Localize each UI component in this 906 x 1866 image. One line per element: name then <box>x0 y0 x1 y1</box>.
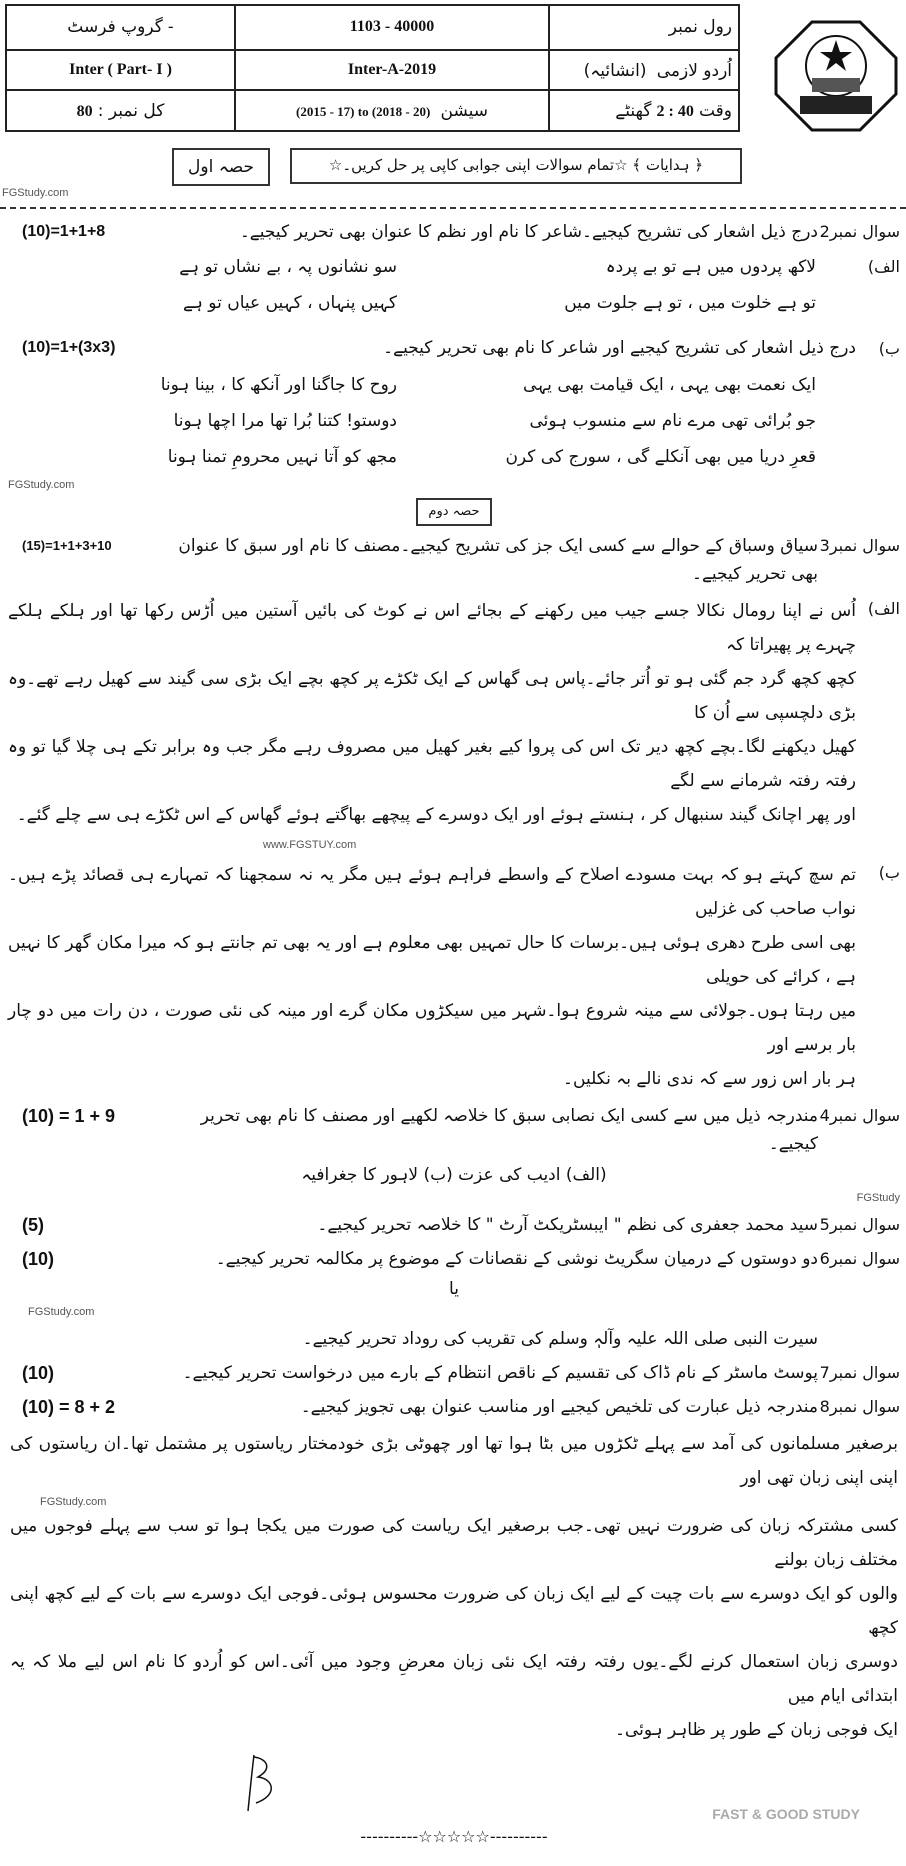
q8-marks: (10) = 8 + 2 <box>22 1397 116 1417</box>
q3-marks: (15)=1+1+3+10 <box>22 538 112 553</box>
q3a-label: الف) <box>867 599 900 618</box>
section2-label: حصہ دوم <box>416 498 491 526</box>
verse: قعرِ دریا میں بھی آنکلے گی ، سورج کی کرن <box>505 447 816 467</box>
paragraph-line: کسی مشترکہ زبان کی ضرورت نہیں تھی۔جب برصغیر ایک ریاست کی صورت میں یکجا ہوا تو سب سے پہلے فوجوں میں مختلف زبان بولنے <box>10 1516 898 1570</box>
group: گروپ فرسٹ <box>67 17 163 38</box>
q4-marks: (10) = 1 + 9 <box>22 1106 116 1126</box>
time: 2 : 40 <box>656 103 694 121</box>
paragraph-line: اُس نے اپنا رومال نکالا جسے جیب میں رکھنے کے بجائے اس نے کوٹ کی بائیں آستین میں اُڑس رکھا تھا اور ہلکے ہلکے چہرے پر پھیراتا کہ <box>8 601 856 655</box>
roll-no-label: رول نمبر <box>668 17 732 38</box>
q6-or: یا <box>449 1279 459 1299</box>
section2-box <box>8 498 900 526</box>
q2a-verses <box>8 252 856 318</box>
q2b-marks: (10)=1+(3x3) <box>22 339 116 356</box>
watermark-fast-good-study: FAST & GOOD STUDY <box>712 1806 860 1822</box>
watermark: FGStudy.com <box>2 187 69 199</box>
paragraph-line: اور پھر اچانک گیند سنبھال کر ، ہنستے ہوئے اور ایک دوسرے کے پیچھے بھاگتے ہوئے گھاس کے اس ٹکڑے ہی سے چلے گئے۔ <box>16 805 856 825</box>
instructions-box <box>290 148 742 184</box>
verse: تو ہے خلوت میں ، تو ہے جلوت میں <box>564 293 816 313</box>
footer-stars: ----------☆☆☆☆☆---------- <box>360 1827 548 1846</box>
q8-label: سوال نمبر8 <box>819 1397 900 1416</box>
paragraph-line: برصغیر مسلمانوں کی آمد سے پہلے ٹکڑوں میں بٹا ہوا تھا اور چھوٹی بڑی خودمختار ریاستوں پر مشتمل تھا۔ان ریاستوں کی اپنی اپنی زبان تھی اور <box>10 1434 898 1488</box>
paragraph-line: میں رہتا ہوں۔جولائی سے مینہ شروع ہوا۔شہر میں سیکڑوں مکان گرے اور مینہ کی نئی صورت ، دن رات میں دو چار بار برسے اور <box>8 1001 856 1055</box>
class: Inter ( Part- I ) <box>6 50 235 91</box>
q7-label: سوال نمبر7 <box>819 1363 900 1382</box>
q5-label: سوال نمبر5 <box>819 1215 900 1234</box>
time-unit: گھنٹے <box>615 101 652 122</box>
q2 <box>8 218 900 246</box>
q3b <box>8 858 900 1096</box>
section1-box <box>172 148 270 186</box>
section1-label: حصہ اول <box>188 157 254 177</box>
paper-type: (انشائیہ) <box>583 60 647 81</box>
q6-alternative: سیرت النبی صلی اللہ علیہ وآلہٖ وسلم کی تقریب کی روداد تحریر کیجیے۔ <box>302 1329 818 1349</box>
time-label: وقت <box>698 101 732 122</box>
verse: روح کا جاگنا اور آنکھ کا ، بینا ہونا <box>160 375 397 395</box>
q3a-paragraph <box>8 594 856 832</box>
verse: کہیں پنہاں ، کہیں عیاں تو ہے <box>182 293 397 313</box>
signature <box>238 1751 288 1821</box>
q7-marks: (10) <box>22 1363 55 1383</box>
q8-text: مندرجہ ذیل عبارت کی تلخیص کیجیے اور مناسب عنوان بھی تجویز کیجیے۔ <box>300 1397 818 1417</box>
bottom-area <box>8 1751 900 1821</box>
watermark: FGStudy.com <box>8 479 75 491</box>
q2-label: سوال نمبر2 <box>819 222 900 241</box>
watermark: FGStudy.com <box>40 1496 107 1508</box>
q7 <box>8 1359 900 1387</box>
q2b-verses-row <box>8 370 900 472</box>
total-marks: 80 <box>76 102 93 120</box>
header-area <box>0 0 906 212</box>
q6-alt-row <box>8 1325 900 1353</box>
questions <box>0 218 906 1866</box>
q3a <box>8 594 900 832</box>
q6-label: سوال نمبر6 <box>819 1249 900 1268</box>
q2b <box>8 334 900 364</box>
q2a <box>8 252 900 318</box>
paragraph-line: کچھ کچھ گرد جم گئی ہو تو اُتر جائے۔پاس ہی گھاس کے ایک ٹکڑے پر کچھ بچے ایک بڑی سی گیند سے کھیل رہے تھے۔وہ بڑی دلچسپی سے اُن کا <box>8 669 856 723</box>
verse: جو بُرائی تھی مرے نام سے منسوب ہوئی <box>529 411 816 431</box>
q8-passage <box>8 1427 900 1747</box>
paper-code: 1103 - 40000 <box>235 5 549 50</box>
q2-marks: (10)=1+1+8 <box>22 223 106 240</box>
q2b-text: درج ذیل اشعار کی تشریح کیجیے اور شاعر کا نام بھی تحریر کیجیے۔ <box>383 338 856 358</box>
paragraph-line: ہر بار اس زور سے کہ ندی نالے بہ نکلیں۔ <box>563 1069 856 1089</box>
q4 <box>8 1102 900 1158</box>
paragraph-line: ایک فوجی زبان کے طور پر ظاہر ہوئی۔ <box>614 1720 898 1740</box>
verse: سو نشانوں پہ ، بے نشاں تو ہے <box>179 257 397 277</box>
watermark: www.FGSTUY.com <box>263 839 357 851</box>
session: (2015 - 17) to (2018 - 20) <box>296 103 431 119</box>
instructions-text: ﴿ ہدایات ﴾ ☆تمام سوالات اپنی جوابی کاپی پر حل کریں۔☆ <box>328 156 704 174</box>
board-seal-logo <box>772 18 900 134</box>
q2a-label: الف) <box>867 257 900 276</box>
paragraph-line: دوسری زبان استعمال کرنے لگے۔یوں رفتہ رفتہ ایک نئی زبان معرضِ وجود میں آئی۔اس کو اُردو کا نام اس لیے ملا کہ یہ ابتدائی ایام میں <box>10 1652 898 1706</box>
verse: مجھ کو آتا نہیں محرومِ تمنا ہونا <box>167 447 397 467</box>
q4-label: سوال نمبر4 <box>819 1106 900 1125</box>
q3-text: سیاق وسباق کے حوالے سے کسی ایک جز کی تشریح کیجیے۔مصنف کا نام اور سبق کا عنوان بھی تحریر کیجیے۔ <box>178 536 818 584</box>
watermark: FGStudy.com <box>28 1306 95 1318</box>
q6-marks: (10) <box>22 1249 55 1269</box>
q4-text: مندرجہ ذیل میں سے کسی ایک نصابی سبق کا خلاصہ لکھیے اور مصنف کا نام بھی تحریر کیجیے۔ <box>200 1106 818 1154</box>
paragraph-line: والوں کو ایک دوسرے سے بات چیت کے لیے ایک زبان کی ضرورت محسوس ہوئی۔فوجی ایک دوسرے سے بات کے لیے کچھ اپنی کچھ <box>10 1584 898 1638</box>
session-label: سیشن <box>440 100 488 121</box>
q2b-label: ب) <box>878 339 900 358</box>
q5 <box>8 1211 900 1239</box>
verse: دوستو! کتنا بُرا تھا مرا اچھا ہونا <box>173 411 397 431</box>
total-marks-label: کل نمبر : <box>97 100 165 121</box>
q6 <box>8 1245 900 1273</box>
q5-marks: (5) <box>22 1215 44 1235</box>
q3-label: سوال نمبر3 <box>819 536 900 555</box>
q5-text: سید محمد جعفری کی نظم " ایبسٹریکٹ آرٹ " کا خلاصہ تحریر کیجیے۔ <box>317 1215 818 1235</box>
exam-name: Inter-A-2019 <box>235 50 549 91</box>
paragraph-line: بھی اسی طرح دھری ہوئی ہیں۔برسات کا حال تمہیں بھی معلوم ہے اور یہ بھی تم جانتے ہو کہ میرا مکان گھر کا نہیں ہے ، کرائے کی حویلی <box>8 933 856 987</box>
q8 <box>8 1393 900 1421</box>
q7-text: پوسٹ ماسٹر کے نام ڈاک کی تقسیم کے ناقص انتظام کے بارے میں درخواست تحریر کیجیے۔ <box>182 1363 818 1383</box>
q4-options: (الف) ادیب کی عزت (ب) لاہور کا جغرافیہ <box>301 1165 607 1185</box>
subject: اُردو لازمی <box>656 60 732 81</box>
q3b-paragraph <box>8 858 856 1096</box>
paragraph-line: تم سچ کہتے ہو کہ بہت مسودے اصلاح کے واسطے فراہم ہوئے ہیں مگر یہ نہ سمجھنا کہ تمہارے ہی قصائد پڑے ہیں۔نواب صاحب کی غزلیں <box>8 865 856 919</box>
verse: لاکھ پردوں میں ہے تو بے پردہ <box>605 257 816 277</box>
verse: ایک نعمت بھی یہی ، ایک قیامت بھی یہی <box>523 375 816 395</box>
paragraph-line: کھیل دیکھنے لگا۔بچے کچھ دیر تک اس کی پروا کیے بغیر کھیل میں مصروف رہے مگر جب وہ برابر تکے ہی چلا گیا تو وہ رفتہ رفتہ شرمانے سے لگے <box>8 737 856 791</box>
header-table: گروپ فرسٹ - 1103 - 40000 رول نمبر Inter ( Part- I ) Inter-A-2019 اُردو لازمی (انشائیہ) کل نمبر : 80 سیشن (2015 - 17) to (2018 - 20) وقت 2 : 40 گھنٹے <box>5 4 740 132</box>
divider <box>0 207 906 209</box>
q3 <box>8 532 900 588</box>
q2-text: درج ذیل اشعار کی تشریح کیجیے۔شاعر کا نام اور نظم کا عنوان بھی تحریر کیجیے۔ <box>239 222 818 242</box>
q3b-label: ب) <box>878 863 900 882</box>
watermark: FGStudy <box>856 1192 900 1204</box>
q2b-verses <box>8 370 856 472</box>
q6-text: دو دوستوں کے درمیان سگریٹ نوشی کے نقصانات کے موضوع پر مکالمہ تحریر کیجیے۔ <box>215 1249 818 1269</box>
